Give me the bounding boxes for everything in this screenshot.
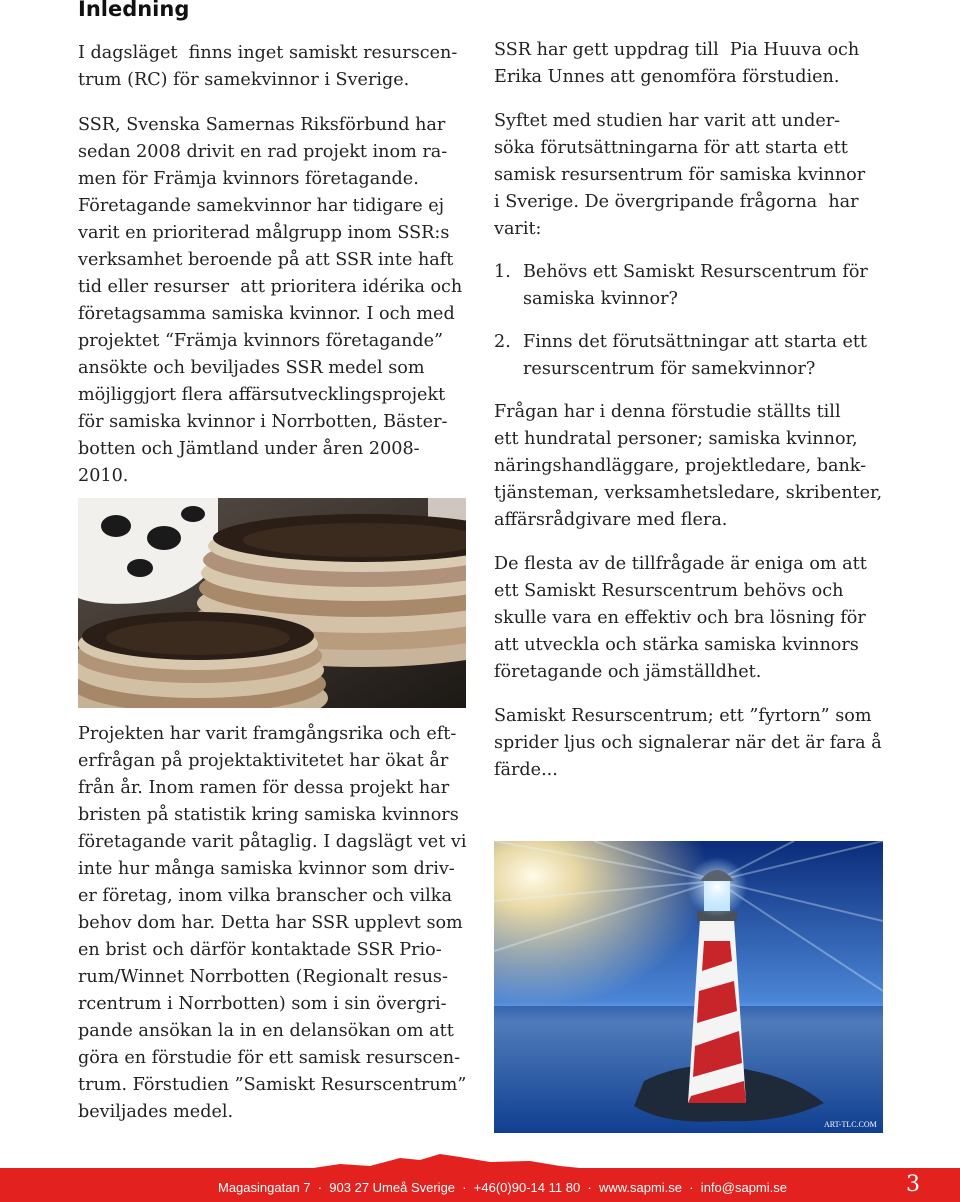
text-line: bristen på statistik kring samiska kvinnors	[78, 805, 459, 825]
text-line: tjänsteman, verksamhetsledare, skribenter,	[494, 483, 883, 503]
text-line: göra en förstudie för ett samisk resurscen-	[78, 1048, 461, 1068]
text-line: rcentrum i Norrbotten) som i sin övergri-	[78, 994, 447, 1014]
projects-paragraph	[78, 721, 470, 1126]
purpose-paragraph	[494, 108, 889, 243]
list-text	[523, 259, 868, 313]
text-line: affärsrådgivare med flera.	[494, 510, 728, 530]
text-line: företagande och jämställdhet.	[494, 662, 762, 682]
text-line: från år. Inom ramen för dessa projekt har	[78, 778, 450, 798]
text-line: men för Främja kvinnors företagande.	[78, 169, 419, 189]
text-line: söka förutsättningarna för att starta ett	[494, 138, 848, 158]
text-line: Företagande samekvinnor har tidigare ej	[78, 196, 445, 216]
intro-paragraph	[78, 40, 470, 94]
list-item	[494, 329, 889, 383]
list-number: 2.	[494, 332, 511, 352]
text-line: varit:	[494, 219, 542, 239]
text-line: sprider ljus och signalerar när det är fara å	[494, 733, 882, 753]
text-line: botten och Jämtland under åren 2008-	[78, 439, 420, 459]
survey-paragraph	[494, 399, 889, 534]
page-number: 3	[906, 1172, 920, 1197]
text-line: för samiska kvinnor i Norrbotten, Bäster-	[78, 412, 448, 432]
consensus-paragraph	[494, 551, 889, 686]
text-line: Behövs ett Samiskt Resurscentrum för	[523, 262, 868, 282]
text-line: Erika Unnes att genomföra förstudien.	[494, 67, 840, 87]
text-line: SSR, Svenska Samernas Riksförbund har	[78, 115, 446, 135]
text-line: resurscentrum för samekvinnor?	[523, 359, 816, 379]
text-line: rum/Winnet Norrbotten (Regionalt resus-	[78, 967, 448, 987]
text-line: en brist och därför kontaktade SSR Prio-	[78, 940, 442, 960]
text-line: beviljades medel.	[78, 1102, 234, 1122]
text-line: verksamhet beroende på att SSR inte haft	[78, 250, 454, 270]
assignment-paragraph	[494, 37, 889, 91]
questions-list	[494, 259, 889, 383]
lighthouse-paragraph	[494, 703, 889, 784]
text-line: ett Samiskt Resurscentrum behövs och	[494, 581, 844, 601]
text-line: Finns det förutsättningar att starta ett	[523, 332, 867, 352]
text-line: trum (RC) för samekvinnor i Sverige.	[78, 70, 410, 90]
text-line: De flesta av de tillfrågade är eniga om att	[494, 554, 867, 574]
text-line: sedan 2008 drivit en rad projekt inom ra-	[78, 142, 448, 162]
plates-photo	[78, 498, 466, 708]
text-line: skulle vara en effektiv och bra lösning för	[494, 608, 866, 628]
text-line: tid eller resurser att prioritera idérika och	[78, 277, 463, 297]
text-line: ett hundratal personer; samiska kvinnor,	[494, 429, 858, 449]
mountain-silhouette	[300, 1150, 600, 1170]
text-line: SSR har gett uppdrag till Pia Huuva och	[494, 40, 860, 60]
text-line: Projekten har varit framgångsrika och eft-	[78, 724, 457, 744]
text-line: behov dom har. Detta har SSR upplevt som	[78, 913, 463, 933]
text-line: färde...	[494, 760, 558, 780]
text-line: Samiskt Resurscentrum; ett ”fyrtorn” som	[494, 706, 872, 726]
text-line: ansökte och beviljades SSR medel som	[78, 358, 425, 378]
text-line: i Sverige. De övergripande frågorna har	[494, 192, 859, 212]
text-line: trum. Förstudien ”Samiskt Resurscentrum”	[78, 1075, 467, 1095]
text-line: samiska kvinnor?	[523, 289, 678, 309]
text-line: Frågan har i denna förstudie ställts till	[494, 402, 841, 422]
text-line: er företag, inom vilka branscher och vilka	[78, 886, 452, 906]
footer-contact: Magasingatan 7 · 903 27 Umeå Sverige · +46(0)90-14 11 80 · www.sapmi.se · info@sapmi.se	[218, 1180, 787, 1195]
text-line: inte hur många samiska kvinnor som driv-	[78, 859, 455, 879]
image-credit: ART-TLC.COM	[824, 1120, 877, 1129]
text-line: I dagsläget finns inget samiskt resurscen-	[78, 43, 458, 63]
list-text	[523, 329, 867, 383]
text-line: projektet “Främja kvinnors företagande”	[78, 331, 444, 351]
text-line: möjliggjort flera affärsutvecklingsprojekt	[78, 385, 446, 405]
text-line: erfrågan på projektaktivitetet har ökat år	[78, 751, 449, 771]
ssr-paragraph	[78, 112, 470, 490]
lighthouse-image	[494, 841, 883, 1133]
text-line: 2010.	[78, 466, 129, 486]
text-line: näringshandläggare, projektledare, bank-	[494, 456, 867, 476]
text-line: Syftet med studien har varit att under-	[494, 111, 841, 131]
list-item	[494, 259, 889, 313]
text-line: att utveckla och stärka samiska kvinnors	[494, 635, 859, 655]
text-line: företagande varit påtaglig. I dagslägt vet vi	[78, 832, 467, 852]
text-line: samisk resursentrum för samiska kvinnor	[494, 165, 866, 185]
text-line: pande ansökan la in en delansökan om att	[78, 1021, 454, 1041]
text-line: företagsamma samiska kvinnor. I och med	[78, 304, 455, 324]
list-number: 1.	[494, 262, 511, 282]
text-line: varit en prioriterad målgrupp inom SSR:s	[78, 223, 450, 243]
section-heading: Inledning	[78, 0, 190, 21]
